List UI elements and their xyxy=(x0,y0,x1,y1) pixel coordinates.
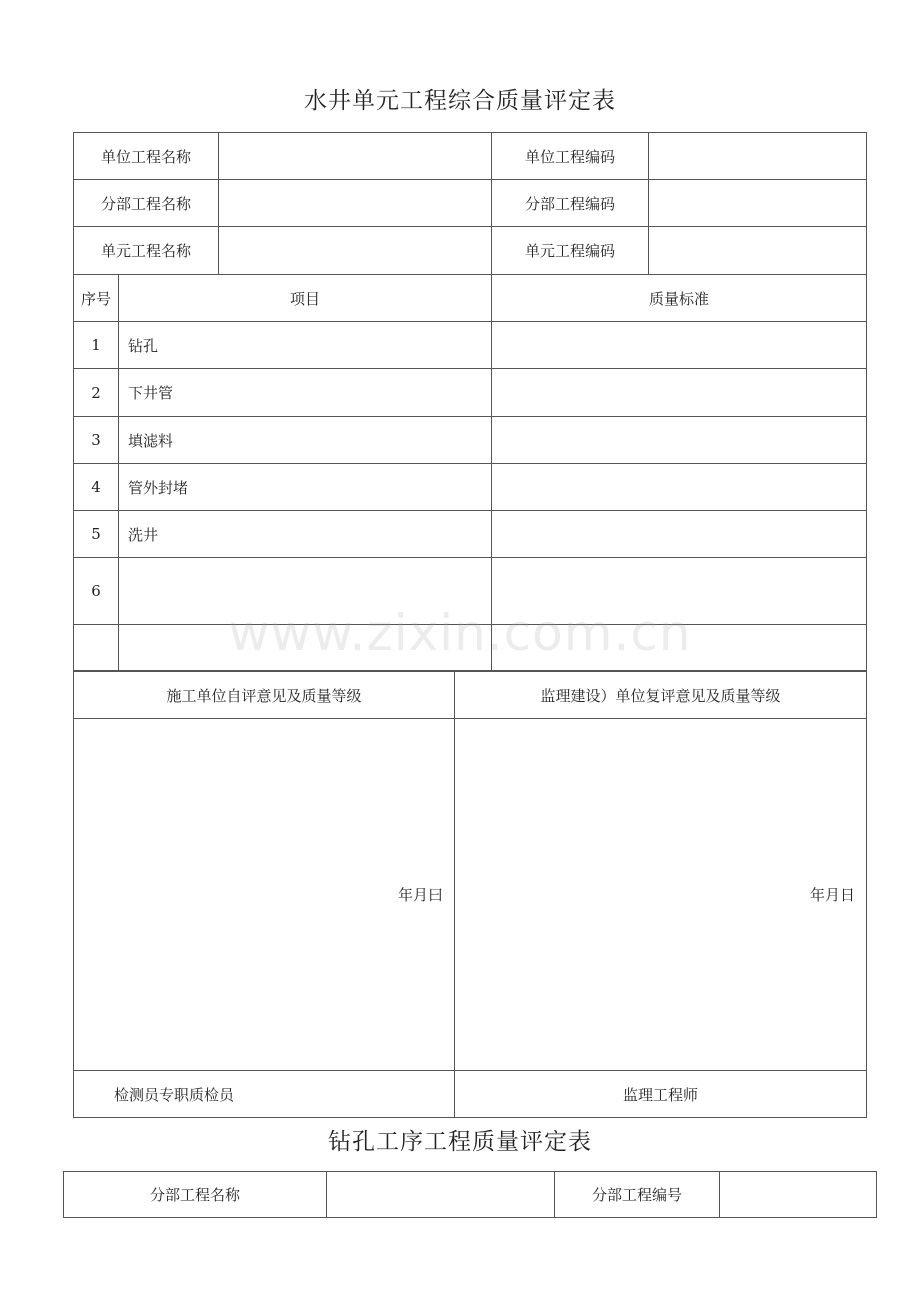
table-row xyxy=(74,369,867,417)
self-eval-date: 年月曰 xyxy=(397,886,443,904)
sub-project-name-field[interactable] xyxy=(327,1172,555,1218)
unit-project-code-label: 单位工程编码 xyxy=(492,133,649,180)
element-project-code-field[interactable] xyxy=(649,227,867,275)
row-seq: 1 xyxy=(74,322,119,369)
evaluation-table xyxy=(73,132,867,671)
table-row xyxy=(74,511,867,558)
row-seq: 6 xyxy=(74,558,119,625)
supervisor-signer-label: 监理工程师 xyxy=(455,1071,867,1118)
table-row xyxy=(74,464,867,511)
row-standard-field[interactable] xyxy=(492,558,867,625)
self-eval-area[interactable] xyxy=(74,719,455,1071)
sub-project-code-field[interactable] xyxy=(649,180,867,227)
table-row xyxy=(74,625,867,671)
sub-project-row xyxy=(74,180,867,227)
unit-project-code-field[interactable] xyxy=(649,133,867,180)
row-seq: 3 xyxy=(74,417,119,464)
row-item: 管外封堵 xyxy=(119,464,492,511)
watermark: www.zixin.com.cn xyxy=(228,604,692,662)
col-header-seq: 序号 xyxy=(74,275,119,322)
row-standard-field[interactable] xyxy=(492,625,867,671)
unit-project-name-field[interactable] xyxy=(219,133,492,180)
row-standard-field[interactable] xyxy=(492,322,867,369)
row-item[interactable] xyxy=(119,558,492,625)
self-signer-label: 检测员专职质检员 xyxy=(74,1071,455,1118)
supervisor-eval-header: 监理建设）单位复评意见及质量等级 xyxy=(455,672,867,719)
row-seq: 4 xyxy=(74,464,119,511)
sub-project-name-label: 分部工程名称 xyxy=(74,180,219,227)
sub-project-code-label: 分部工程编码 xyxy=(492,180,649,227)
element-project-row xyxy=(74,227,867,275)
unit-project-name-label: 单位工程名称 xyxy=(74,133,219,180)
column-header-row xyxy=(74,275,867,322)
row-standard-field[interactable] xyxy=(492,464,867,511)
unit-project-row xyxy=(74,133,867,180)
row-seq: 5 xyxy=(74,511,119,558)
element-project-name-label: 单元工程名称 xyxy=(74,227,219,275)
row-standard-field[interactable] xyxy=(492,369,867,417)
row-item[interactable] xyxy=(119,625,492,671)
row-item: 钻孔 xyxy=(119,322,492,369)
drilling-evaluation-table xyxy=(63,1171,877,1218)
row-item: 填滤料 xyxy=(119,417,492,464)
sub-project-number-field[interactable] xyxy=(720,1172,877,1218)
supervisor-eval-date: 年月日 xyxy=(809,886,855,904)
sub-project-name-field[interactable] xyxy=(219,180,492,227)
row-item: 下井管 xyxy=(119,369,492,417)
sub-project-number-label: 分部工程编号 xyxy=(555,1172,720,1218)
self-eval-header: 施工单位自评意见及质量等级 xyxy=(74,672,455,719)
second-form-title: 钻孔工序工程质量评定表 xyxy=(328,1129,592,1155)
element-project-code-label: 单元工程编码 xyxy=(492,227,649,275)
col-header-item: 项目 xyxy=(119,275,492,322)
form-title: 水井单元工程综合质量评定表 xyxy=(304,88,616,114)
signer-row xyxy=(74,1071,867,1118)
sub-project-row xyxy=(64,1172,877,1218)
sub-project-name-label: 分部工程名称 xyxy=(64,1172,327,1218)
opinion-body-row xyxy=(74,719,867,1071)
table-row xyxy=(74,322,867,369)
table-row xyxy=(74,558,867,625)
row-seq: 2 xyxy=(74,369,119,417)
col-header-standard: 质量标准 xyxy=(492,275,867,322)
element-project-name-field[interactable] xyxy=(219,227,492,275)
row-seq[interactable] xyxy=(74,625,119,671)
row-item: 洗井 xyxy=(119,511,492,558)
table-row xyxy=(74,417,867,464)
supervisor-eval-area[interactable] xyxy=(455,719,867,1071)
opinion-table xyxy=(73,671,867,1118)
row-standard-field[interactable] xyxy=(492,417,867,464)
row-standard-field[interactable] xyxy=(492,511,867,558)
opinion-header-row xyxy=(74,672,867,719)
